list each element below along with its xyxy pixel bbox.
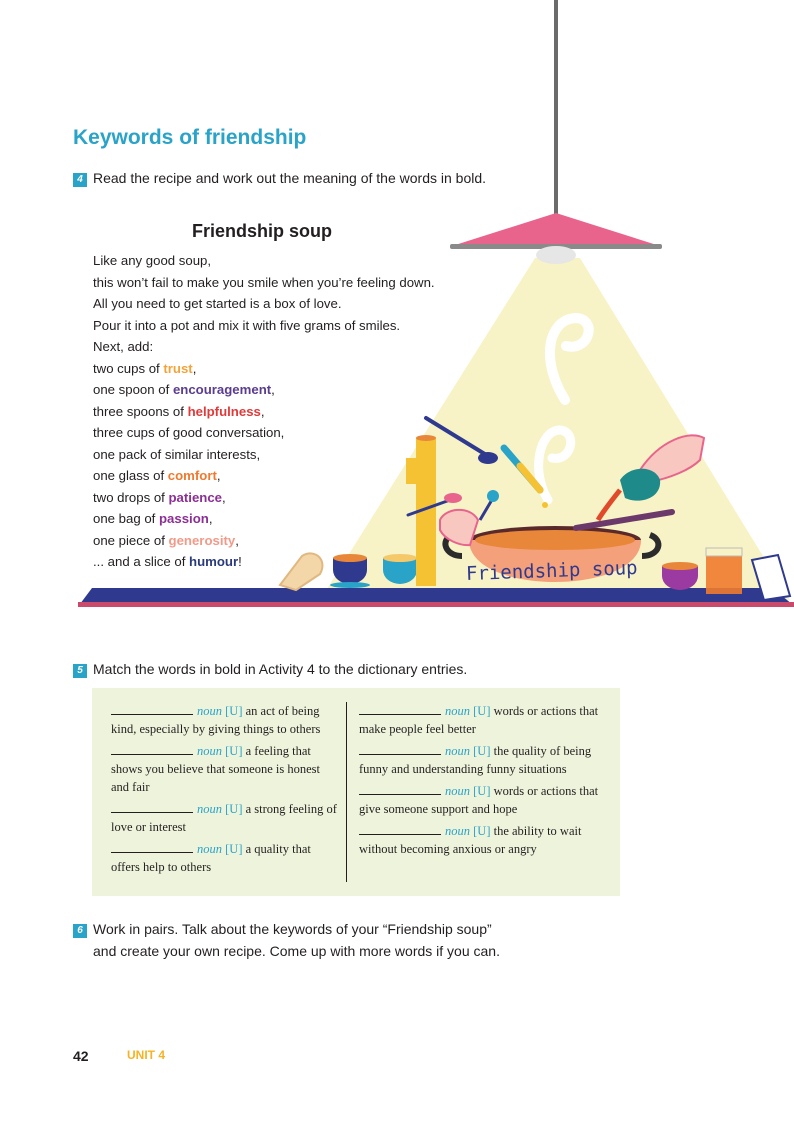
definition-rest: offers help to others [111, 860, 212, 874]
recipe-line-text: ... and a slice of [93, 554, 190, 569]
recipe-line-punct: ! [238, 554, 242, 569]
dictionary-entry [111, 702, 339, 738]
definition-rest: that make people feel better [359, 704, 599, 736]
recipe-line [93, 272, 435, 294]
uncountable-tag: [U] [473, 704, 491, 718]
recipe-line [93, 401, 435, 423]
keyword-encouragement: encouragement [172, 382, 272, 397]
recipe-line-text: two drops of [93, 489, 169, 505]
table-top [80, 588, 792, 604]
glass-juice [706, 550, 742, 594]
recipe-line [93, 530, 435, 552]
recipe-text [93, 250, 435, 573]
dictionary-entry [111, 840, 339, 876]
activity-6-instruction [73, 918, 500, 962]
uncountable-tag: [U] [225, 744, 243, 758]
recipe-title: Friendship soup [192, 221, 333, 241]
activity-4-badge: 4 [73, 173, 87, 187]
part-of-speech: noun [197, 744, 222, 758]
recipe-line-text: All you need to get started is a box of love. [93, 296, 342, 311]
definition-start: a feeling that [245, 744, 311, 758]
definition-start: a strong feeling [245, 802, 324, 816]
definition-start: the ability to wait [493, 824, 582, 838]
recipe-line-text: one piece of [93, 532, 169, 548]
keyword-passion: passion [159, 511, 209, 526]
recipe-line-punct: , [192, 360, 197, 376]
activity-6-line-1: Work in pairs. Talk about the keywords of your “Friendship soup” [93, 921, 492, 937]
keyword-generosity: generosity [168, 532, 236, 548]
answer-blank[interactable] [359, 742, 441, 755]
definition-rest: funny and understanding funny situations [359, 762, 567, 776]
recipe-line [93, 250, 435, 272]
recipe-line [93, 551, 435, 573]
activity-5-text: Match the words in bold in Activity 4 to the dictionary entries. [93, 661, 468, 677]
recipe-line [93, 315, 435, 337]
keyword-trust: trust [163, 360, 193, 376]
answer-blank[interactable] [111, 742, 193, 755]
part-of-speech: noun [445, 704, 470, 718]
recipe-line-punct: , [208, 511, 213, 526]
recipe-line [93, 487, 435, 509]
answer-blank[interactable] [359, 782, 441, 795]
dictionary-column-right [359, 702, 614, 862]
recipe-line [93, 358, 435, 380]
recipe-line-text: Pour it into a pot and mix it with five grams of smiles. [93, 317, 401, 333]
table-edge [78, 602, 794, 607]
definition-rest: shows you believe that someone is honest and fair [111, 762, 320, 794]
dictionary-entry [359, 742, 614, 778]
recipe-line-text: one spoon of [93, 382, 173, 397]
definition-start: words or actions [493, 704, 577, 718]
recipe-line-punct: , [260, 403, 265, 419]
recipe-line [93, 379, 435, 401]
recipe-line-punct: , [222, 489, 226, 505]
recipe-line-text: three cups of good conversation, [93, 425, 285, 440]
recipe-line-text: three spoons of [93, 403, 188, 419]
answer-blank[interactable] [359, 702, 441, 715]
keyword-patience: patience [168, 489, 223, 505]
recipe-line-text: one glass of [93, 468, 168, 483]
answer-blank[interactable] [359, 822, 441, 835]
uncountable-tag: [U] [225, 704, 243, 718]
recipe-line [93, 422, 435, 444]
part-of-speech: noun [197, 802, 222, 816]
recipe-line-text: one bag of [93, 511, 159, 526]
pot-label: Friendship soup [465, 557, 638, 585]
definition-rest: kind, especially by giving things to others [111, 722, 321, 736]
activity-5-instruction [73, 661, 467, 678]
page-number: 42 [73, 1048, 89, 1064]
definition-start: a quality that [245, 842, 311, 856]
uncountable-tag: [U] [473, 824, 491, 838]
recipe-line-punct: , [235, 532, 239, 548]
recipe-line [93, 336, 435, 358]
uncountable-tag: [U] [473, 784, 491, 798]
recipe-line-punct: , [271, 382, 275, 397]
part-of-speech: noun [445, 824, 470, 838]
recipe-line [93, 293, 435, 315]
activity-6-badge: 6 [73, 924, 87, 938]
recipe-line [93, 508, 435, 530]
part-of-speech: noun [197, 842, 222, 856]
part-of-speech: noun [197, 704, 222, 718]
recipe-line-text: this won’t fail to make you smile when you’re feeling down. [93, 274, 435, 290]
keyword-comfort: comfort [167, 468, 217, 483]
definition-rest: that give someone support and hope [359, 784, 599, 816]
uncountable-tag: [U] [225, 842, 243, 856]
unit-label: UNIT 4 [127, 1048, 166, 1062]
dictionary-box [92, 688, 620, 896]
definition-start: the quality of being [493, 744, 592, 758]
definition-start: words or actions [493, 784, 577, 798]
part-of-speech: noun [445, 784, 470, 798]
recipe-line-punct: , [216, 468, 221, 483]
recipe-line-text: Like any good soup, [93, 253, 212, 268]
keyword-humour: humour [189, 554, 239, 569]
lamp-cord [554, 0, 558, 218]
recipe-line [93, 465, 435, 487]
answer-blank[interactable] [111, 840, 193, 853]
dictionary-column-left [111, 702, 339, 880]
dictionary-entry [359, 702, 614, 738]
definition-rest: of love or interest [111, 802, 337, 834]
answer-blank[interactable] [111, 800, 193, 813]
dictionary-entry [359, 822, 614, 858]
definition-rest: without becoming anxious or angry [359, 842, 537, 856]
dictionary-entry [111, 742, 339, 796]
part-of-speech: noun [445, 744, 470, 758]
answer-blank[interactable] [111, 702, 193, 715]
light-bulb [536, 246, 576, 264]
activity-4-text: Read the recipe and work out the meaning of the words in bold. [93, 170, 487, 186]
definition-start: an act of being [245, 704, 320, 718]
activity-5-badge: 5 [73, 664, 87, 678]
activity-6-line-2: and create your own recipe. Come up with more words if you can. [93, 943, 500, 959]
lamp-shade [452, 213, 660, 246]
uncountable-tag: [U] [225, 802, 243, 816]
recipe-line-text: one pack of similar interests, [93, 446, 261, 462]
recipe-line [93, 444, 435, 466]
dictionary-divider [346, 702, 347, 882]
dictionary-entry [359, 782, 614, 818]
recipe-line-text: Next, add: [93, 339, 154, 354]
keyword-helpfulness: helpfulness [187, 403, 261, 419]
section-heading: Keywords of friendship [73, 126, 307, 149]
uncountable-tag: [U] [473, 744, 491, 758]
recipe-line-text: two cups of [93, 360, 164, 376]
dictionary-entry [111, 800, 339, 836]
